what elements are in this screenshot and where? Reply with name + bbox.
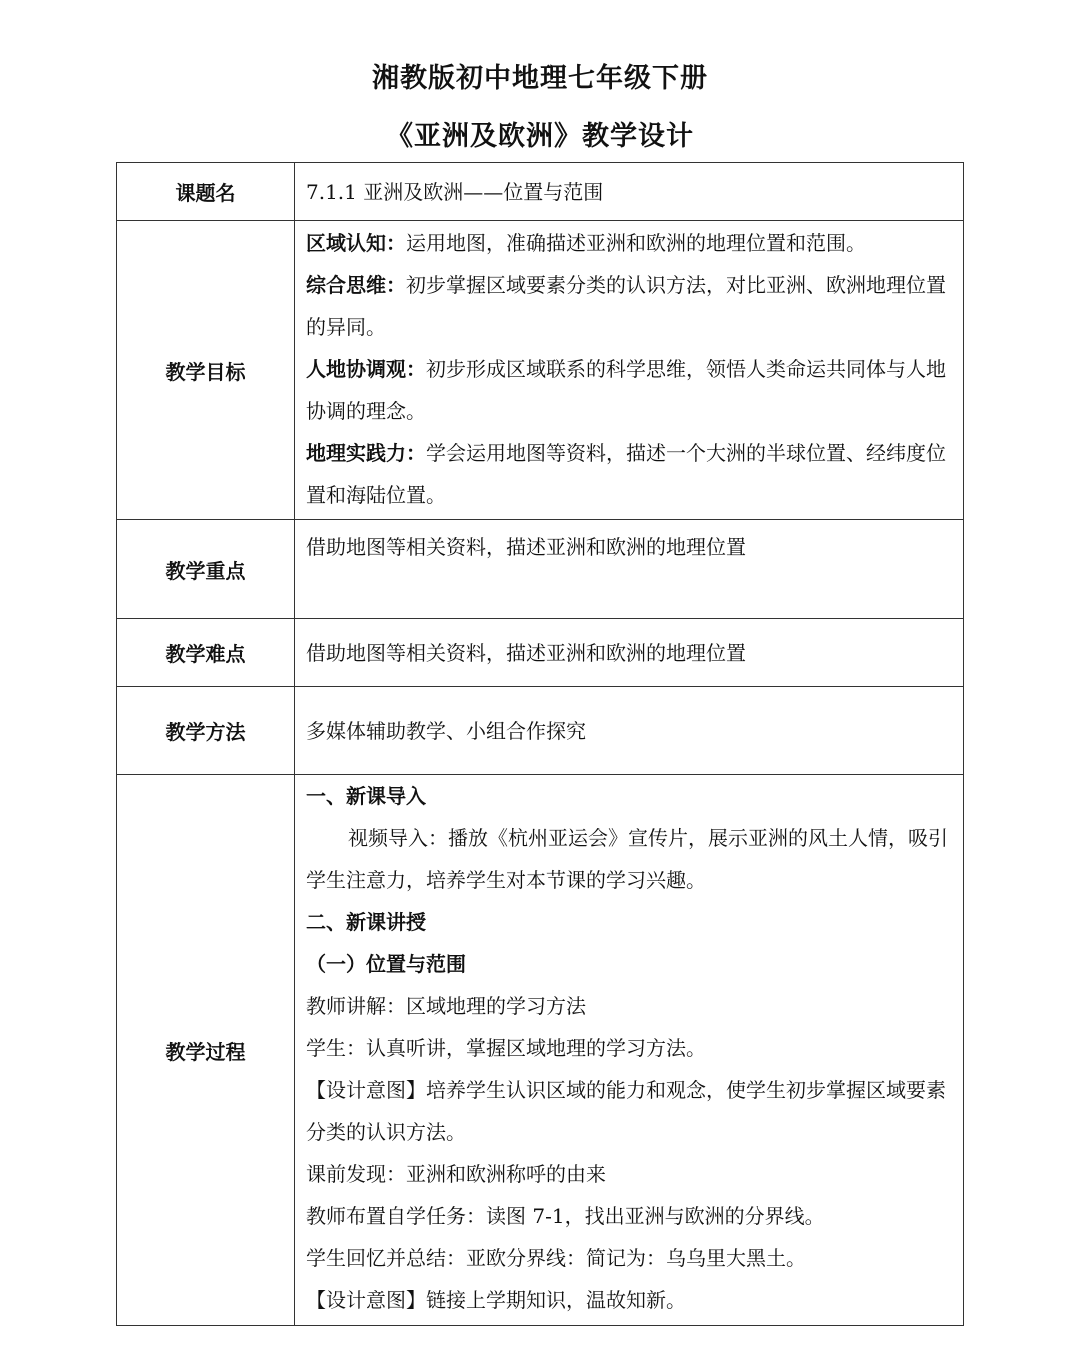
document-subtitle: 《亚洲及欧洲》教学设计 — [386, 121, 694, 152]
table-row-topic — [117, 163, 964, 221]
subsection-heading: （一）位置与范围 — [306, 952, 466, 976]
section-heading: 二、新课讲授 — [306, 910, 426, 934]
goal-text: 学会运用地图等资料，描述一个大洲的半球位置、经纬度位置和海陆位置。 — [306, 441, 946, 507]
process-paragraph: 学生：认真听讲，掌握区域地理的学习方法。 — [306, 1036, 706, 1060]
design-intent: 【设计意图】链接上学期知识，温故知新。 — [306, 1288, 686, 1312]
table-row-goals — [117, 221, 964, 520]
methods-value: 多媒体辅助教学、小组合作探究 — [295, 687, 964, 775]
goal-item — [306, 222, 953, 264]
goal-text: 初步形成区域联系的科学思维，领悟人类命运共同体与人地协调的理念。 — [306, 357, 946, 423]
process-paragraph: 课前发现：亚洲和欧洲称呼的由来 — [306, 1162, 606, 1186]
goal-item — [306, 432, 953, 516]
table-row-process — [117, 775, 964, 1326]
goals-content — [295, 221, 964, 520]
process-label: 教学过程 — [117, 775, 295, 1326]
topic-label: 课题名 — [117, 163, 295, 221]
goal-head: 区域认知： — [306, 231, 406, 255]
goal-item — [306, 348, 953, 432]
process-paragraph: 教师讲解：区域地理的学习方法 — [306, 994, 586, 1018]
process-paragraph: 学生回忆并总结：亚欧分界线：简记为：乌乌里大黑土。 — [306, 1246, 806, 1270]
goals-label: 教学目标 — [117, 221, 295, 520]
goal-head: 地理实践力： — [306, 441, 426, 465]
difficulties-value: 借助地图等相关资料，描述亚洲和欧洲的地理位置 — [295, 619, 964, 687]
lesson-plan-table — [116, 162, 964, 1326]
goal-text: 运用地图，准确描述亚洲和欧洲的地理位置和范围。 — [406, 231, 866, 255]
key-points-value: 借助地图等相关资料，描述亚洲和欧洲的地理位置 — [295, 520, 964, 619]
methods-label: 教学方法 — [117, 687, 295, 775]
key-points-label: 教学重点 — [117, 520, 295, 619]
goal-head: 人地协调观： — [306, 357, 426, 381]
table-row-key-points — [117, 520, 964, 619]
section-heading: 一、新课导入 — [306, 784, 426, 808]
design-intent: 【设计意图】培养学生认识区域的能力和观念，使学生初步掌握区域要素分类的认识方法。 — [306, 1078, 946, 1144]
topic-value: 7.1.1 亚洲及欧洲——位置与范围 — [295, 163, 964, 221]
goal-item — [306, 264, 953, 348]
process-paragraph: 教师布置自学任务：读图 7-1，找出亚洲与欧洲的分界线。 — [306, 1204, 825, 1228]
document-title: 湘教版初中地理七年级下册 — [372, 63, 708, 94]
table-row-difficulties — [117, 619, 964, 687]
difficulties-label: 教学难点 — [117, 619, 295, 687]
process-paragraph: 视频导入：播放《杭州亚运会》宣传片，展示亚洲的风土人情，吸引学生注意力，培养学生对本节课的学习兴趣。 — [306, 826, 948, 892]
process-content — [295, 775, 964, 1326]
table-row-methods — [117, 687, 964, 775]
goal-head: 综合思维： — [306, 273, 406, 297]
goal-text: 初步掌握区域要素分类的认识方法，对比亚洲、欧洲地理位置的异同。 — [306, 273, 946, 339]
